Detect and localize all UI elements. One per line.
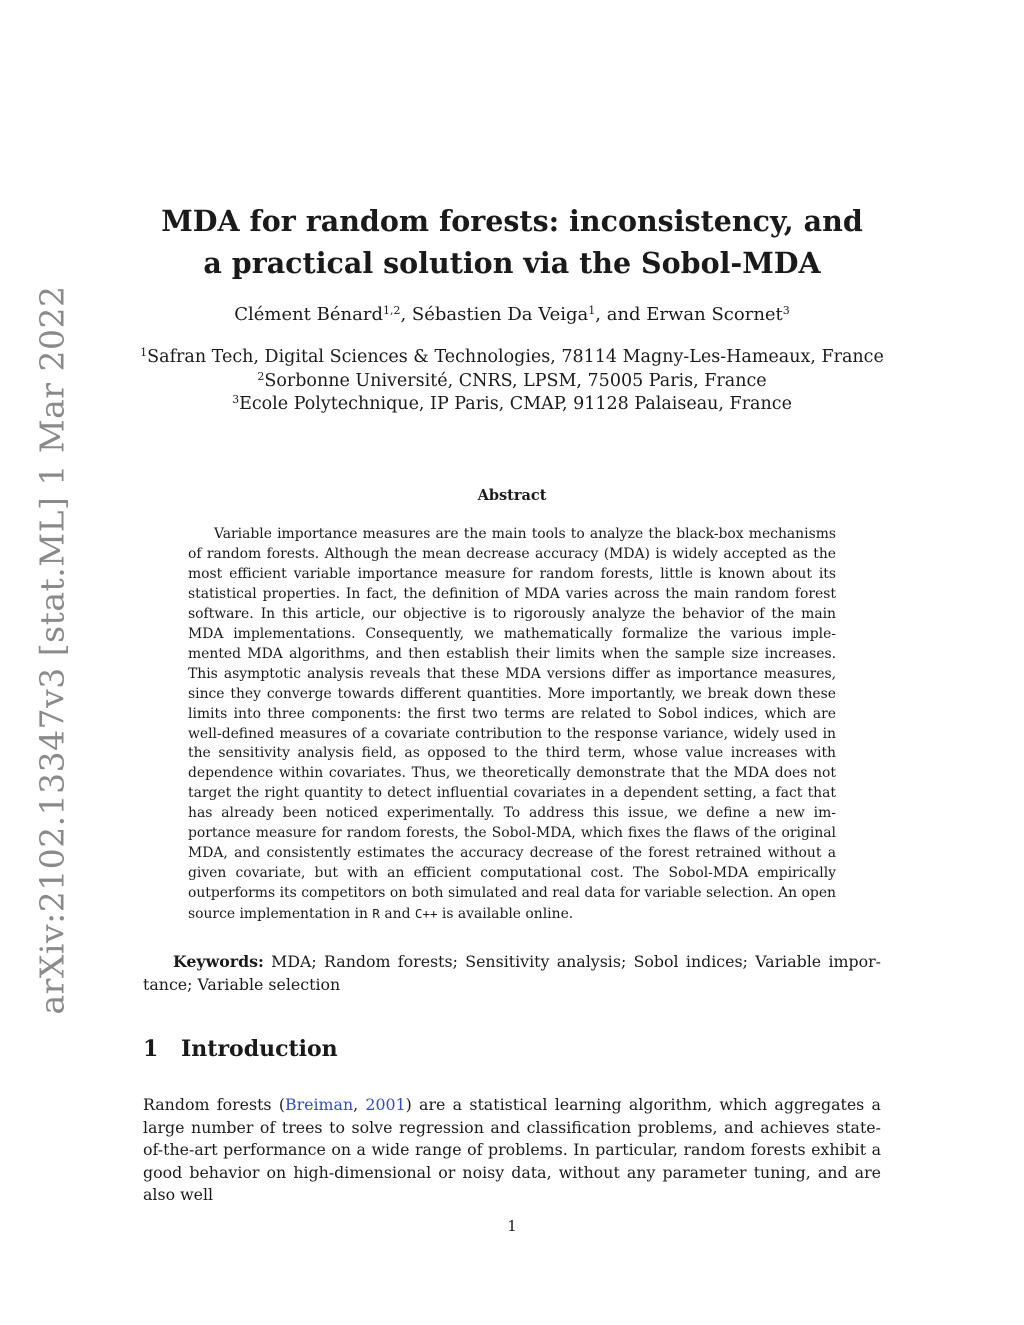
author-name: Erwan Scornet — [646, 304, 783, 325]
paper-title: MDA for random forests: inconsistency, and a practical solution via the Sobol-MDA — [161, 204, 863, 280]
author-name: Clément Bénard — [234, 304, 383, 325]
affiliation-mark: 1 — [140, 346, 148, 359]
affiliation-mark: 2 — [257, 369, 265, 383]
section-heading-introduction — [143, 1036, 338, 1062]
abstract-main-text: Variable importance measures are the main tools to analyze the black-box mechanisms of random forests. Although the mean decrease accuracy (MDA) is widely accepted as the most efficient variable importance measure for random forests, little is known about its statistical properties. In fact, the definition of MDA varies across the main random forest software. In this article, our objective is to rigorously analyze the behavior of the main MDA implementations. Consequently, we mathematically formalize the various implemented MDA algorithms, and then establish their limits when the sample size increases. This asymptotic analysis reveals that these MDA versions differ as importance measures, since they converge towards different quantities. More importantly, we break down these limits into three components: the first two terms are related to Sobol indices, which are well-defined measures of a covariate contribution to the response variance, widely used in the sensitivity analysis field, as opposed to the third term, whose value increases with dependence within covariates. Thus, we theoretically demonstrate that the MDA does not target the right quantity to detect influential covariates in a dependent setting, a fact that has already been noticed experimentally. To address this issue, we define a new importance measure for random forests, the Sobol-MDA, which fixes the flaws of the original MDA, and consistently estimates the accuracy decrease of the forest retrained without a given covariate, but with an efficient computational cost. The Sobol-MDA empirically outperforms its competitors on both simulated and real data for variable selection. An open source implementation in — [188, 526, 836, 923]
keywords — [143, 951, 881, 996]
author-separator: , — [400, 304, 412, 325]
author-affiliation-mark: 1,2 — [382, 304, 401, 317]
code-r: R — [372, 906, 380, 922]
citation-link-breiman-year[interactable]: 2001 — [365, 1095, 406, 1114]
section-title: Introduction — [181, 1036, 338, 1062]
affiliation-mark: 3 — [232, 393, 240, 406]
citation-link-breiman-author[interactable]: Breiman — [284, 1095, 354, 1114]
section-number: 1 — [143, 1036, 159, 1062]
keywords-text: MDA; Random forests; Sensitivity analysis; Sobol indices; Variable importance; Variable selection — [143, 952, 881, 994]
citation-separator: , — [353, 1095, 366, 1114]
author-separator: , and — [595, 304, 647, 325]
intro-text-before: Random forests ( — [143, 1095, 285, 1114]
affiliation-line — [130, 393, 894, 417]
arxiv-identifier-stamp: arXiv:2102.13347v3 [stat.ML] 1 Mar 2022 — [32, 285, 72, 1015]
introduction-paragraph — [143, 1094, 881, 1207]
affiliation-text: Ecole Polytechnique, IP Paris, CMAP, 91128 Palaiseau, France — [239, 394, 792, 414]
author-list — [130, 304, 894, 325]
author-affiliation-mark: 1 — [588, 304, 596, 317]
keywords-label: Keywords: — [173, 952, 264, 971]
abstract-text — [188, 525, 836, 925]
author-affiliation-mark: 3 — [782, 304, 790, 317]
affiliation-list — [130, 346, 894, 417]
affiliation-text: Safran Tech, Digital Sciences & Technologies, 78114 Magny-Les-Hameaux, France — [147, 347, 884, 367]
author-name: Sébastien Da Veiga — [411, 304, 589, 325]
affiliation-line — [130, 346, 894, 370]
abstract-end-text: is available online. — [437, 906, 574, 923]
page-number: 1 — [507, 1217, 517, 1235]
abstract-heading: Abstract — [477, 487, 547, 504]
abstract-connector: and — [379, 906, 415, 923]
code-cpp: C++ — [414, 906, 438, 922]
affiliation-text: Sorbonne Université, CNRS, LPSM, 75005 Paris, France — [264, 370, 767, 391]
intro-text-after: ) are a statistical learning algorithm, which aggregates a large number of trees to solve regression and classification problems, and achieves state-of-the-art performance on a wide range of problems. In particular, random forests exhibit a good behavior on high-dimensional or noisy data, without any parameter tuning, and are also well — [143, 1095, 881, 1205]
affiliation-line — [130, 370, 894, 394]
